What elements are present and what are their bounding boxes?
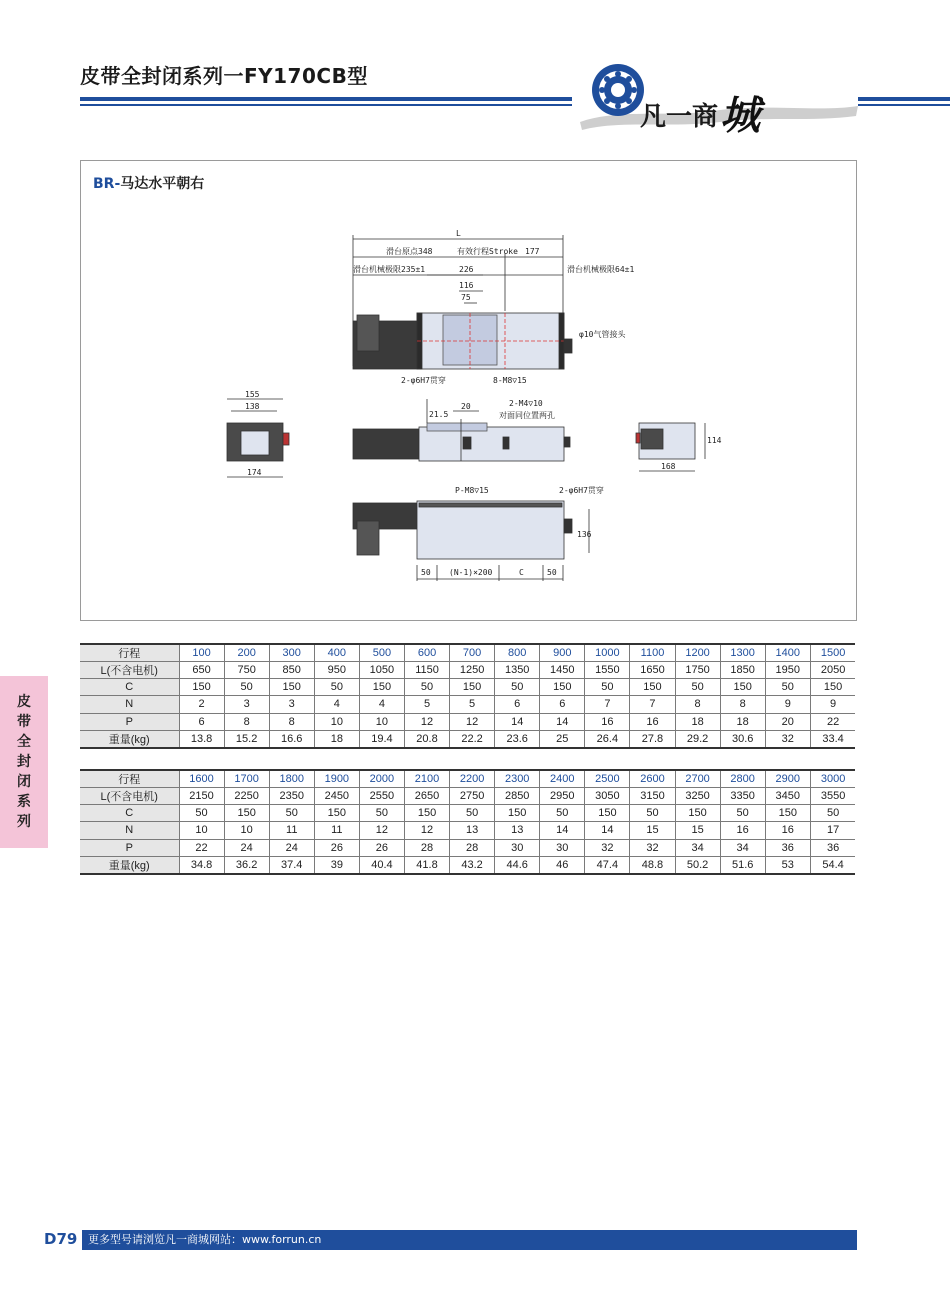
brand-logo <box>580 60 860 139</box>
table-cell: 16 <box>765 822 810 839</box>
note-bottom-pin: 2-φ6H7贯穿 <box>559 486 604 495</box>
table-cell: 2500 <box>585 770 630 788</box>
table-cell: 22.2 <box>450 730 495 748</box>
table-cell: 14 <box>495 713 540 730</box>
table-cell: 3000 <box>810 770 855 788</box>
title-rule <box>80 97 572 101</box>
table-cell: 1000 <box>585 644 630 662</box>
logo-text-main: 凡一商 <box>640 102 719 132</box>
table-row-c <box>80 679 855 696</box>
table-cell: 54.4 <box>810 856 855 874</box>
table-cell: 50 <box>314 679 359 696</box>
table-cell: 2450 <box>314 788 359 805</box>
table-cell: 14 <box>540 713 585 730</box>
table-row-weight <box>80 730 855 748</box>
table-cell: 150 <box>404 805 449 822</box>
table-cell: 150 <box>765 805 810 822</box>
table-cell: 50 <box>540 805 585 822</box>
table-cell: 13 <box>495 822 540 839</box>
technical-drawing-svg <box>81 161 858 622</box>
table-cell: 43.2 <box>450 856 495 874</box>
table-row-stroke <box>80 644 855 662</box>
table-cell: 2000 <box>359 770 404 788</box>
table-cell: 150 <box>540 679 585 696</box>
row-header: P <box>80 713 179 730</box>
table-cell: 800 <box>495 644 540 662</box>
dim-155: 155 <box>245 390 260 399</box>
table-cell: 23.6 <box>495 730 540 748</box>
dim-177: 177 <box>525 247 540 256</box>
table-cell: 50 <box>450 805 495 822</box>
table-cell: 1400 <box>765 644 810 662</box>
table-cell: 50 <box>810 805 855 822</box>
page-title: 皮带全封闭系列一FY170CB型 <box>80 64 368 88</box>
table-cell: 47.4 <box>585 856 630 874</box>
table-cell: 51.6 <box>720 856 765 874</box>
dim-116: 116 <box>459 281 474 290</box>
table-row-length <box>80 662 855 679</box>
table-cell: 24 <box>269 839 314 856</box>
table-cell: 32 <box>585 839 630 856</box>
table-cell: 150 <box>224 805 269 822</box>
table-cell: 4 <box>314 696 359 713</box>
table-cell: 36 <box>765 839 810 856</box>
dim-50-right: 50 <box>547 568 557 577</box>
table-row-c <box>80 805 855 822</box>
side-tab-char: 带 <box>17 714 31 730</box>
table-cell: 8 <box>675 696 720 713</box>
table-cell: 53 <box>765 856 810 874</box>
table-cell: 7 <box>630 696 675 713</box>
drawing-label-text: 马达水平朝右 <box>120 176 205 192</box>
table-row-p <box>80 713 855 730</box>
side-tab-char: 全 <box>17 734 31 750</box>
table-cell: 40.4 <box>359 856 404 874</box>
table-cell: 10 <box>359 713 404 730</box>
table-cell: 2350 <box>269 788 314 805</box>
dim-c: C <box>519 568 524 577</box>
table-cell: 3050 <box>585 788 630 805</box>
table-cell: 17 <box>810 822 855 839</box>
table-cell: 900 <box>540 644 585 662</box>
table-cell: 150 <box>450 679 495 696</box>
table-cell: 2900 <box>765 770 810 788</box>
table-cell: 9 <box>765 696 810 713</box>
drawing-label-prefix: BR- <box>93 176 121 192</box>
table-cell: 50 <box>495 679 540 696</box>
table-cell: 50 <box>179 805 224 822</box>
dim-20: 20 <box>461 402 471 411</box>
dim-50-left: 50 <box>421 568 431 577</box>
row-header: P <box>80 839 179 856</box>
table-cell: 14 <box>585 822 630 839</box>
table-cell: 2300 <box>495 770 540 788</box>
title-rule-right <box>858 97 950 101</box>
table-cell: 6 <box>540 696 585 713</box>
table-cell: 26.4 <box>585 730 630 748</box>
table-cell: 9 <box>810 696 855 713</box>
table-cell: 7 <box>585 696 630 713</box>
table-cell: 3550 <box>810 788 855 805</box>
table-cell: 41.8 <box>404 856 449 874</box>
table-row-p <box>80 839 855 856</box>
table-cell: 12 <box>450 713 495 730</box>
table-cell: 300 <box>269 644 314 662</box>
table-cell: 50 <box>675 679 720 696</box>
note-same-position: 对面同位置两孔 <box>499 411 555 420</box>
table-cell: 2650 <box>404 788 449 805</box>
table-cell: 6 <box>179 713 224 730</box>
row-header: C <box>80 679 179 696</box>
row-header: N <box>80 696 179 713</box>
section-side-tab <box>0 676 48 848</box>
dim-75: 75 <box>461 293 471 302</box>
table-cell: 1800 <box>269 770 314 788</box>
table-cell: 22 <box>810 713 855 730</box>
dim-226: 226 <box>459 265 474 274</box>
table-cell: 10 <box>314 713 359 730</box>
table-cell: 3250 <box>675 788 720 805</box>
dimension-drawing <box>80 160 857 621</box>
dim-limit-right: 滑台机械极限64±1 <box>567 265 635 274</box>
footer-bar: 更多型号请浏览凡一商城网站：www.forrun.cn <box>82 1230 857 1250</box>
row-header: C <box>80 805 179 822</box>
table-row-weight <box>80 856 855 874</box>
table-cell: 1450 <box>540 662 585 679</box>
table-cell: 2250 <box>224 788 269 805</box>
table-cell: 2 <box>179 696 224 713</box>
table-cell: 18 <box>675 713 720 730</box>
table-cell: 400 <box>314 644 359 662</box>
note-m4: 2-M4▽10 <box>509 399 543 408</box>
table-cell: 50 <box>404 679 449 696</box>
table-cell: 1200 <box>675 644 720 662</box>
title-rule-right-thin <box>858 104 950 106</box>
table-row-stroke <box>80 770 855 788</box>
table-cell: 50 <box>720 805 765 822</box>
table-cell: 20.8 <box>404 730 449 748</box>
table-row-n <box>80 822 855 839</box>
table-cell: 50.2 <box>675 856 720 874</box>
table-cell: 28 <box>450 839 495 856</box>
table-cell: 50 <box>630 805 675 822</box>
row-header: L(不含电机) <box>80 662 179 679</box>
table-cell: 1600 <box>179 770 224 788</box>
dim-138: 138 <box>245 402 260 411</box>
table-cell: 6 <box>495 696 540 713</box>
table-cell: 2600 <box>630 770 675 788</box>
table-cell: 46 <box>540 856 585 874</box>
table-cell: 5 <box>404 696 449 713</box>
table-cell: 19.4 <box>359 730 404 748</box>
table-cell: 34.8 <box>179 856 224 874</box>
table-cell: 13.8 <box>179 730 224 748</box>
note-air-fitting: φ10气管接头 <box>579 330 626 339</box>
table-cell: 850 <box>269 662 314 679</box>
table-cell: 1700 <box>224 770 269 788</box>
table-cell: 44.6 <box>495 856 540 874</box>
table-cell: 26 <box>314 839 359 856</box>
table-cell: 1850 <box>720 662 765 679</box>
table-cell: 3450 <box>765 788 810 805</box>
table-cell: 50 <box>359 805 404 822</box>
table-cell: 8 <box>269 713 314 730</box>
table-cell: 37.4 <box>269 856 314 874</box>
side-tab-char: 系 <box>17 794 31 810</box>
table-cell: 3350 <box>720 788 765 805</box>
table-cell: 150 <box>720 679 765 696</box>
row-header: N <box>80 822 179 839</box>
table-cell: 10 <box>179 822 224 839</box>
table-cell: 50 <box>765 679 810 696</box>
table-cell: 15 <box>675 822 720 839</box>
table-cell: 32 <box>765 730 810 748</box>
table-cell: 600 <box>404 644 449 662</box>
dim-136: 136 <box>577 530 592 539</box>
table-cell: 750 <box>224 662 269 679</box>
table-cell: 150 <box>269 679 314 696</box>
table-cell: 16 <box>720 822 765 839</box>
table-cell: 15 <box>630 822 675 839</box>
table-cell: 2850 <box>495 788 540 805</box>
table-cell: 150 <box>630 679 675 696</box>
table-cell: 16 <box>585 713 630 730</box>
table-cell: 16.6 <box>269 730 314 748</box>
note-pm8: P-M8▽15 <box>455 486 489 495</box>
table-cell: 3150 <box>630 788 675 805</box>
side-tab-char: 闭 <box>17 774 31 790</box>
table-cell: 15.2 <box>224 730 269 748</box>
note-pin-hole: 2-φ6H7贯穿 <box>401 376 446 385</box>
table-cell: 2200 <box>450 770 495 788</box>
table-cell: 28 <box>404 839 449 856</box>
table-cell: 36.2 <box>224 856 269 874</box>
table-cell: 4 <box>359 696 404 713</box>
table-cell: 950 <box>314 662 359 679</box>
table-cell: 22 <box>179 839 224 856</box>
side-tab-char: 皮 <box>17 694 31 710</box>
table-cell: 1050 <box>359 662 404 679</box>
page-number: D79 <box>44 1230 78 1248</box>
table-cell: 33.4 <box>810 730 855 748</box>
table-cell: 150 <box>359 679 404 696</box>
table-cell: 11 <box>269 822 314 839</box>
table-cell: 2100 <box>404 770 449 788</box>
dim-114: 114 <box>707 436 722 445</box>
table-cell: 700 <box>450 644 495 662</box>
row-header: 行程 <box>80 644 179 662</box>
dim-174: 174 <box>247 468 262 477</box>
table-cell: 150 <box>495 805 540 822</box>
table-cell: 1900 <box>314 770 359 788</box>
table-cell: 5 <box>450 696 495 713</box>
table-cell: 39 <box>314 856 359 874</box>
title-rule-thin <box>80 104 572 106</box>
table-cell: 25 <box>540 730 585 748</box>
table-cell: 1100 <box>630 644 675 662</box>
table-cell: 12 <box>404 713 449 730</box>
dim-limit-left: 滑台机械极限235±1 <box>353 265 426 274</box>
table-cell: 8 <box>720 696 765 713</box>
table-cell: 34 <box>675 839 720 856</box>
table-cell: 26 <box>359 839 404 856</box>
table-cell: 30 <box>540 839 585 856</box>
table-cell: 1250 <box>450 662 495 679</box>
table-cell: 1750 <box>675 662 720 679</box>
table-cell: 27.8 <box>630 730 675 748</box>
logo-text <box>640 80 760 137</box>
note-screw: 8-M8▽15 <box>493 376 527 385</box>
table-cell: 150 <box>179 679 224 696</box>
row-header: 重量(kg) <box>80 730 179 748</box>
table-cell: 500 <box>359 644 404 662</box>
table-cell: 24 <box>224 839 269 856</box>
table-cell: 150 <box>810 679 855 696</box>
table-cell: 2950 <box>540 788 585 805</box>
table-cell: 150 <box>314 805 359 822</box>
table-cell: 30 <box>495 839 540 856</box>
side-tab-char: 列 <box>17 814 31 830</box>
table-cell: 32 <box>630 839 675 856</box>
table-cell: 2400 <box>540 770 585 788</box>
table-cell: 30.6 <box>720 730 765 748</box>
table-cell: 2550 <box>359 788 404 805</box>
table-cell: 2700 <box>675 770 720 788</box>
table-cell: 2050 <box>810 662 855 679</box>
table-cell: 1500 <box>810 644 855 662</box>
spec-table-2 <box>80 769 855 875</box>
table-cell: 150 <box>675 805 720 822</box>
table-cell: 2150 <box>179 788 224 805</box>
dim-L: L <box>456 229 461 238</box>
table-cell: 11 <box>314 822 359 839</box>
table-cell: 150 <box>585 805 630 822</box>
table-cell: 12 <box>404 822 449 839</box>
table-cell: 1950 <box>765 662 810 679</box>
table-cell: 1550 <box>585 662 630 679</box>
table-cell: 1350 <box>495 662 540 679</box>
table-row-length <box>80 788 855 805</box>
table-cell: 8 <box>224 713 269 730</box>
table-cell: 50 <box>224 679 269 696</box>
dim-168: 168 <box>661 462 676 471</box>
row-header: L(不含电机) <box>80 788 179 805</box>
table-row-n <box>80 696 855 713</box>
table-cell: 18 <box>314 730 359 748</box>
table-cell: 650 <box>179 662 224 679</box>
dim-21-5: 21.5 <box>429 410 449 419</box>
table-cell: 2800 <box>720 770 765 788</box>
table-cell: 13 <box>450 822 495 839</box>
table-cell: 36 <box>810 839 855 856</box>
table-cell: 1150 <box>404 662 449 679</box>
table-cell: 20 <box>765 713 810 730</box>
table-cell: 14 <box>540 822 585 839</box>
table-cell: 1650 <box>630 662 675 679</box>
table-cell: 48.8 <box>630 856 675 874</box>
spec-table-1 <box>80 643 855 749</box>
logo-text-big: 城 <box>720 93 761 139</box>
table-cell: 3 <box>224 696 269 713</box>
table-cell: 34 <box>720 839 765 856</box>
row-header: 重量(kg) <box>80 856 179 874</box>
dim-origin: 滑台原点348 <box>386 247 433 256</box>
dim-stroke: 有效行程Stroke <box>457 247 518 256</box>
table-cell: 200 <box>224 644 269 662</box>
row-header: 行程 <box>80 770 179 788</box>
table-cell: 2750 <box>450 788 495 805</box>
table-cell: 16 <box>630 713 675 730</box>
table-cell: 1300 <box>720 644 765 662</box>
table-cell: 18 <box>720 713 765 730</box>
table-cell: 50 <box>585 679 630 696</box>
table-cell: 29.2 <box>675 730 720 748</box>
table-cell: 50 <box>269 805 314 822</box>
table-cell: 10 <box>224 822 269 839</box>
table-cell: 100 <box>179 644 224 662</box>
table-cell: 3 <box>269 696 314 713</box>
table-cell: 12 <box>359 822 404 839</box>
side-tab-char: 封 <box>17 754 31 770</box>
dim-pitch: (N-1)×200 <box>449 568 493 577</box>
